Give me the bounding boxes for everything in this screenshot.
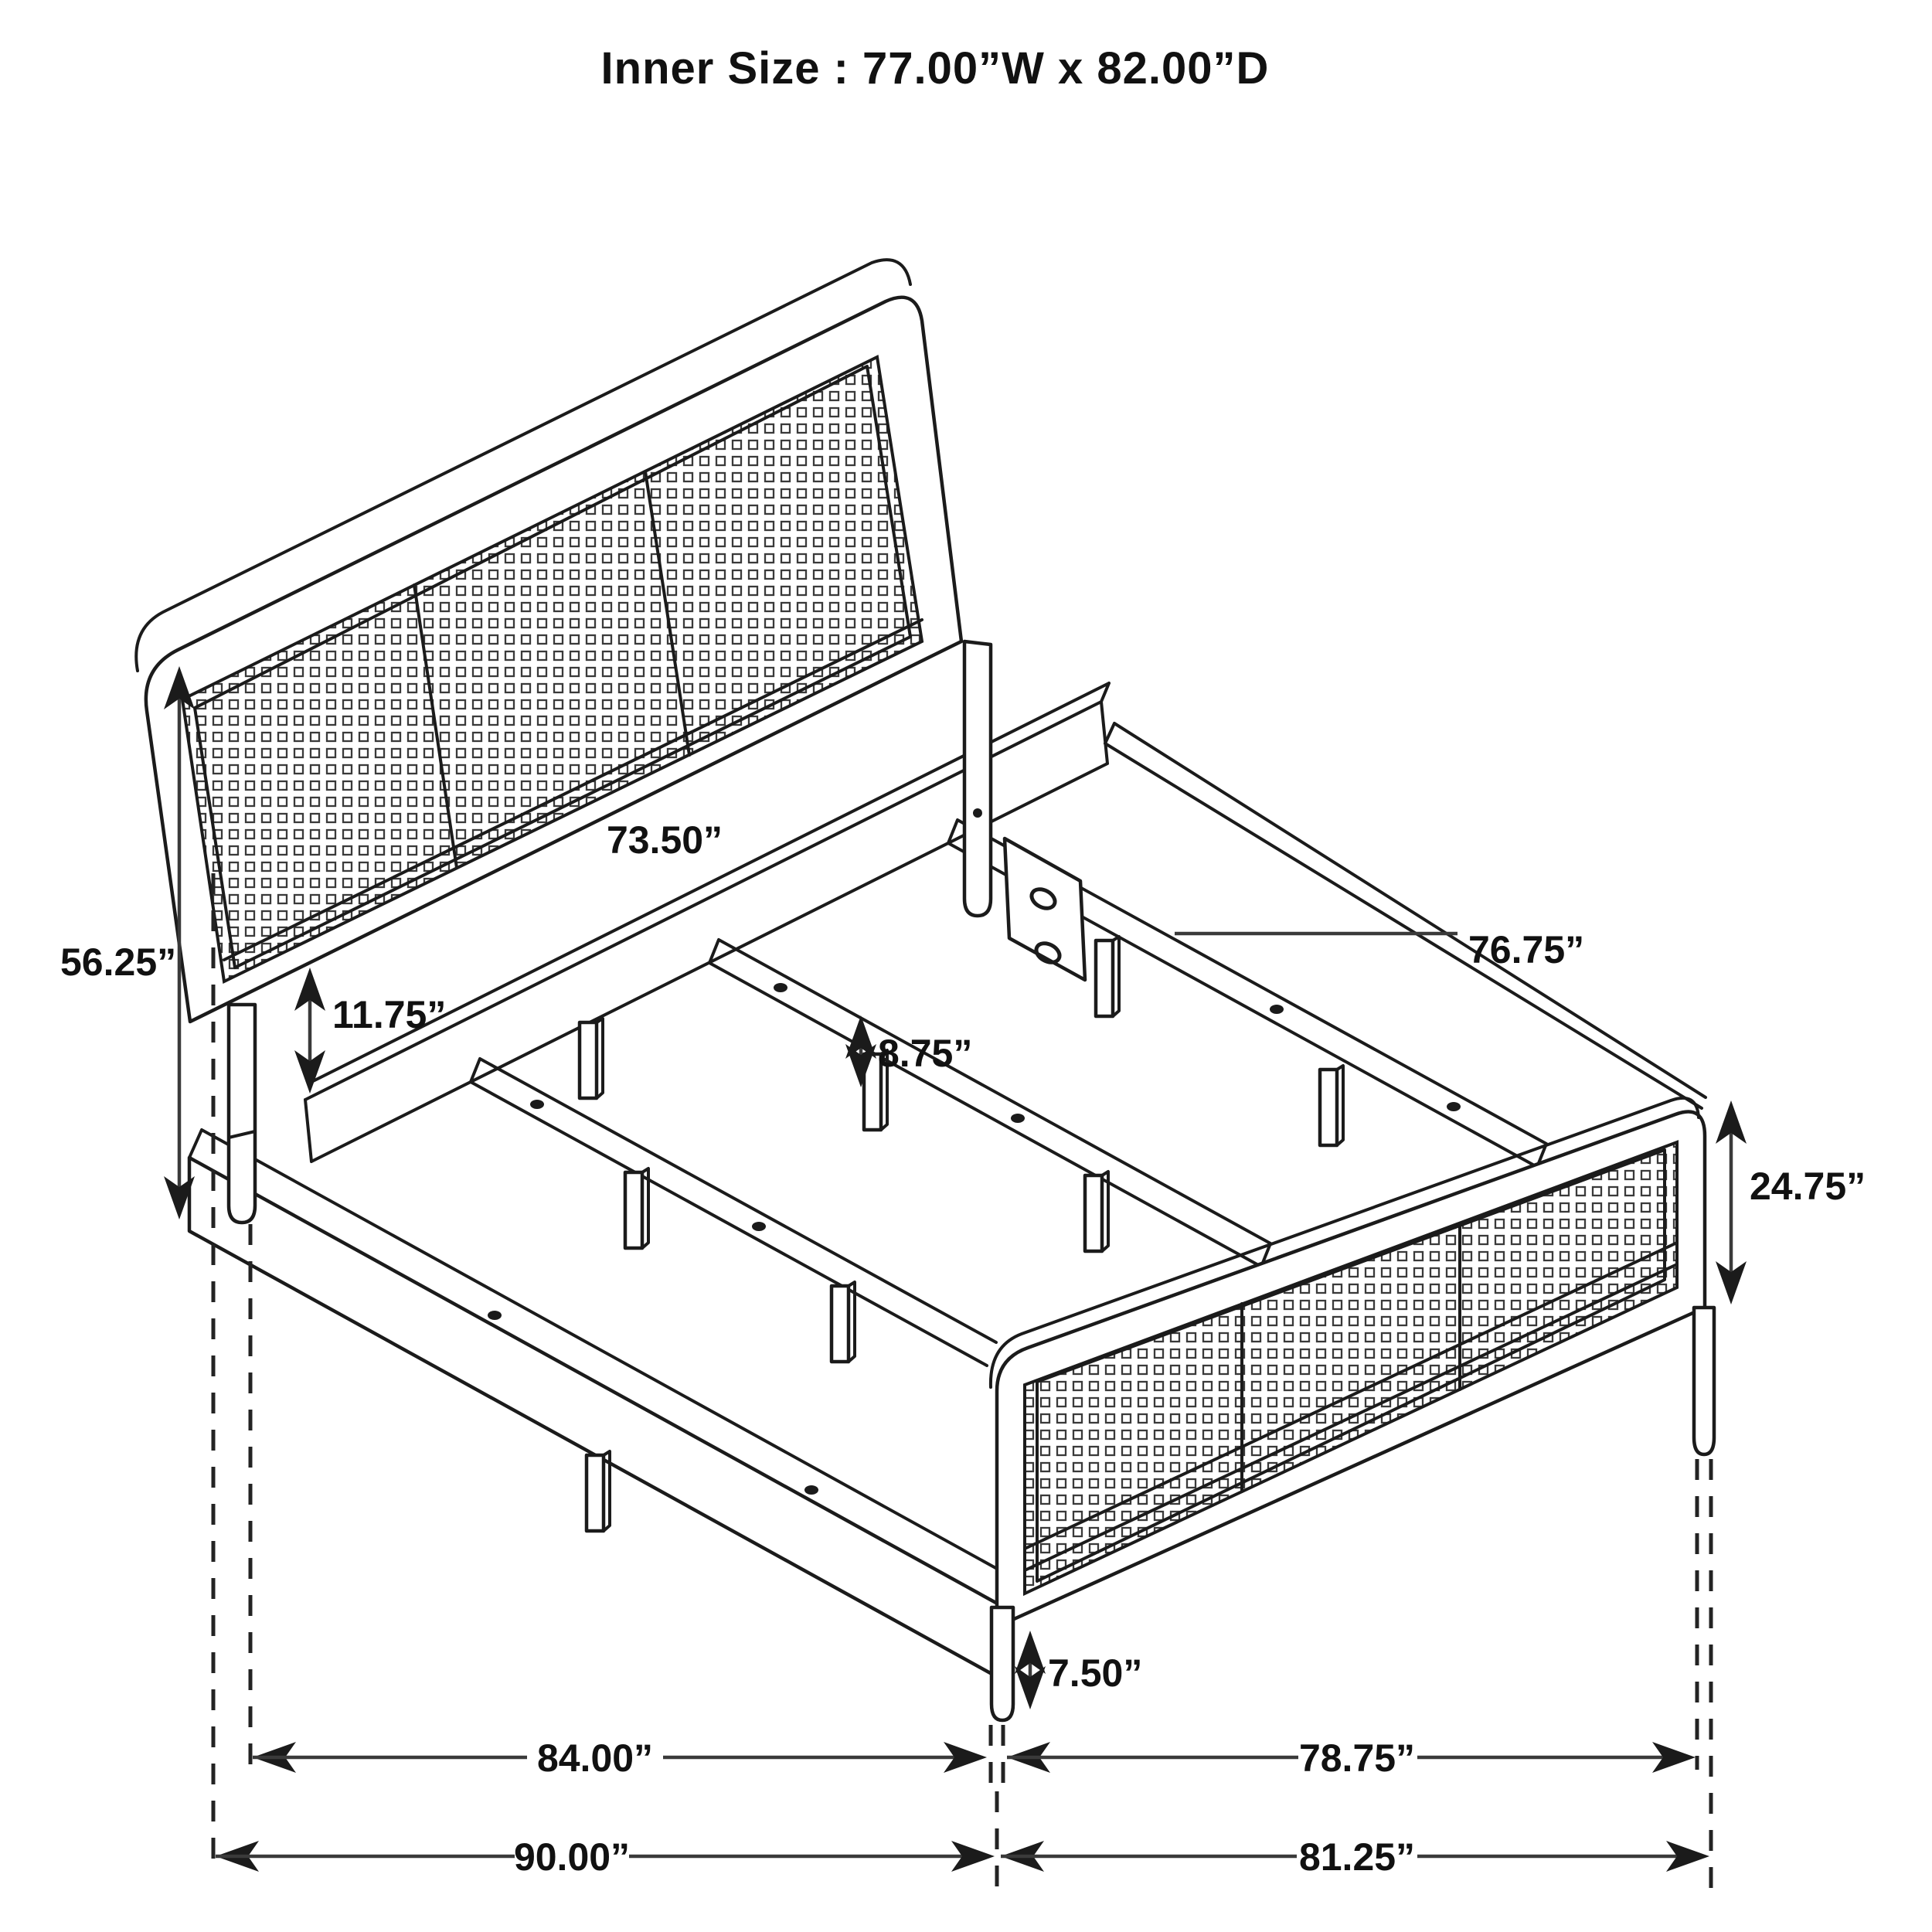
dimension-label: 90.00” xyxy=(513,1835,631,1879)
dimension-label: 11.75” xyxy=(332,993,447,1036)
support-leg xyxy=(832,1286,849,1362)
dimension-label: 73.50” xyxy=(606,818,723,862)
support-leg xyxy=(1085,1175,1102,1251)
dim-overall-length xyxy=(216,1835,995,1879)
dimension-label: 76.75” xyxy=(1468,928,1585,971)
footboard-left-leg xyxy=(992,1607,1013,1720)
headboard xyxy=(136,260,1085,1223)
dimension-label: 24.75” xyxy=(1750,1165,1866,1208)
dim-inner-width xyxy=(1007,1736,1696,1780)
footboard-right-leg xyxy=(1694,1308,1714,1454)
bed-drawing xyxy=(136,260,1714,1720)
support-leg xyxy=(580,1022,597,1098)
dim-inner-length xyxy=(253,1736,987,1780)
dim-slat-rail xyxy=(1175,928,1584,971)
dimension-label: 56.25” xyxy=(60,940,177,984)
dimension-label: 84.00” xyxy=(536,1736,654,1780)
headboard-cane-mesh xyxy=(182,357,922,981)
dimension-label: 78.75” xyxy=(1298,1736,1416,1780)
dim-overall-width xyxy=(1001,1835,1709,1879)
right-side-rail xyxy=(1105,723,1706,1108)
diagram-title: Inner Size : 77.00”W x 82.00”D xyxy=(600,43,1270,94)
dimension-label: 8.75” xyxy=(878,1032,973,1075)
headboard-left-leg xyxy=(229,1005,255,1223)
rail-bracket xyxy=(1005,838,1085,980)
dim-headboard-rail xyxy=(607,818,723,862)
left-side-rail xyxy=(189,1130,1014,1679)
support-leg xyxy=(587,1455,604,1531)
support-leg xyxy=(625,1172,642,1248)
dim-headboard-gap xyxy=(294,968,446,1094)
support-leg xyxy=(1096,940,1113,1016)
dimension-label: 81.25” xyxy=(1298,1835,1416,1879)
support-leg xyxy=(1320,1070,1337,1145)
dim-footboard-clearance xyxy=(1015,1631,1142,1709)
headboard-right-leg xyxy=(964,641,991,916)
dim-slat-leg xyxy=(845,1015,972,1087)
dimension-label: 7.50” xyxy=(1048,1651,1143,1695)
dim-footboard-height xyxy=(1716,1100,1866,1304)
